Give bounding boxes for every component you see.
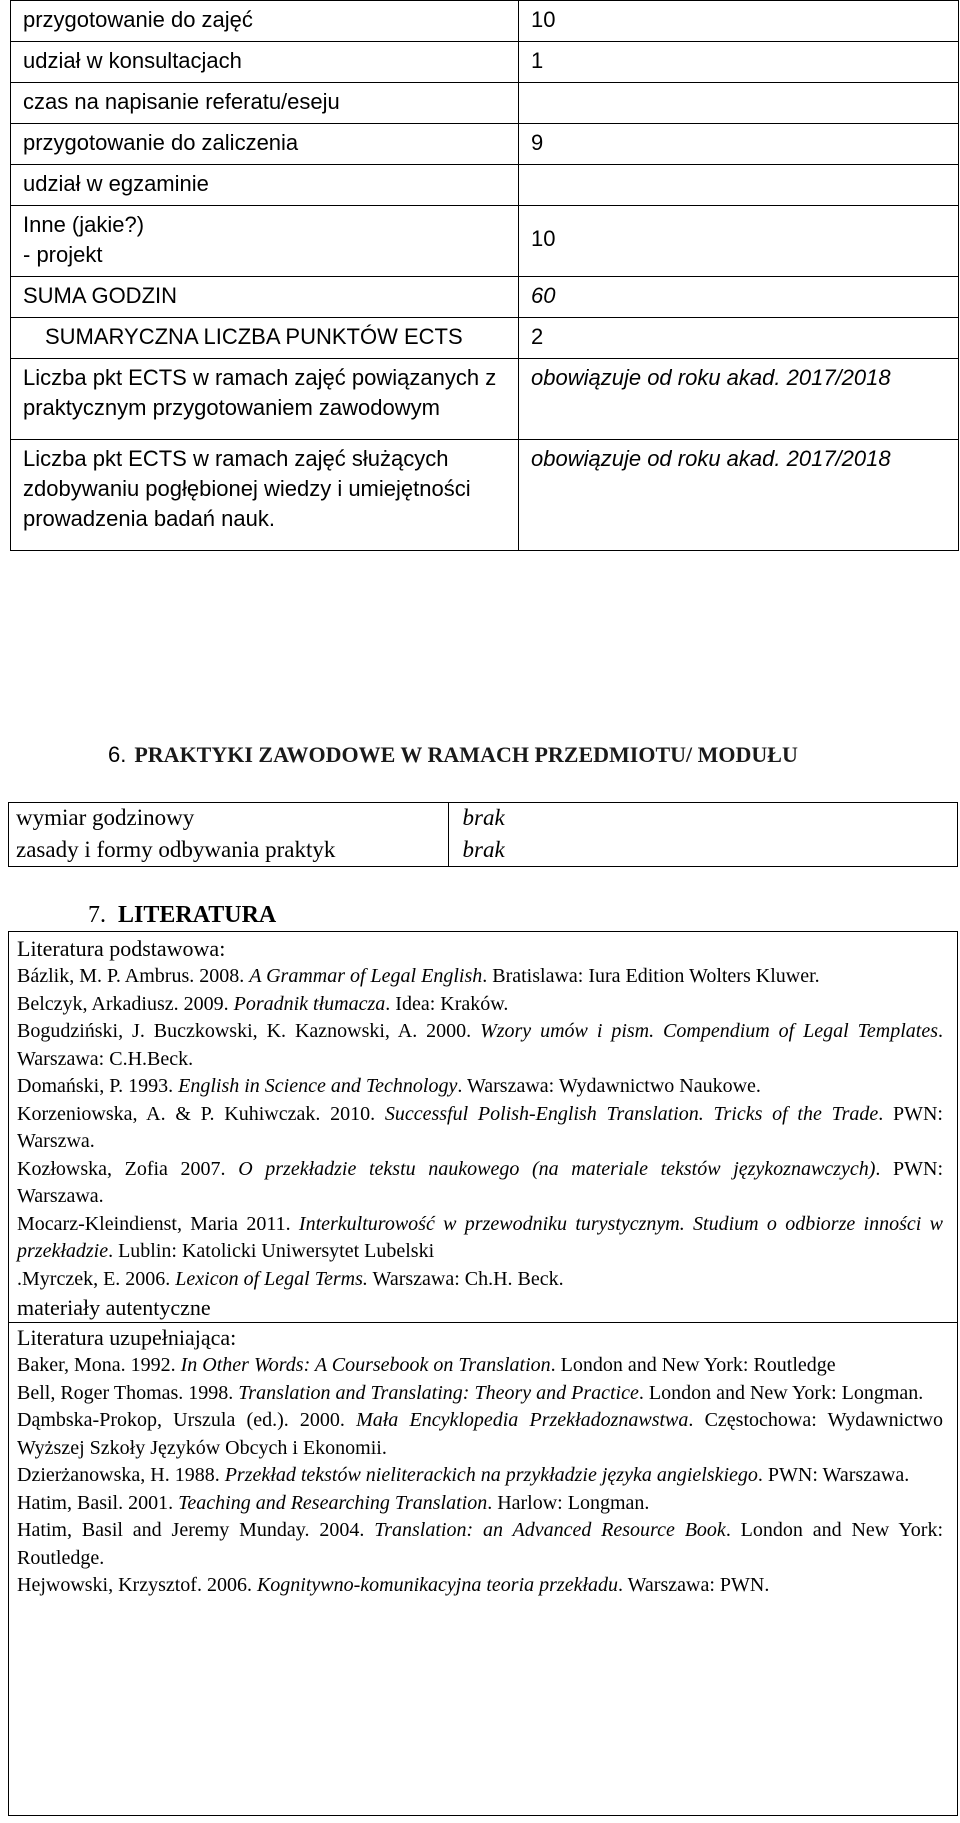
practice-table <box>8 802 958 866</box>
entry-author-year: Dzierżanowska, H. 1988. <box>17 1464 225 1486</box>
entry-publisher: . Częstochowa: Wydawnictwo Wyższej Szkoły Języków Obcych i Ekonomii. <box>17 1409 943 1459</box>
practice-value: brak <box>462 837 505 862</box>
entry-publisher: . Lublin: Katolicki Uniwersytet Lubelski <box>108 1240 435 1262</box>
bibliography-entry <box>17 1352 943 1380</box>
supplementary-literature-list <box>17 1352 943 1600</box>
workload-label: Inne (jakie?) - projekt <box>11 206 519 277</box>
bibliography-entry <box>17 1407 943 1462</box>
entry-title: Lexicon of Legal Terms. <box>175 1267 368 1290</box>
entry-author-year: Bogudziński, J. Buczkowski, K. Kaznowski, A. 2000. <box>17 1020 481 1042</box>
bibliography-entry <box>17 1211 943 1266</box>
workload-row <box>11 42 959 83</box>
workload-label: przygotowanie do zaliczenia <box>11 124 519 165</box>
practice-row <box>8 834 958 866</box>
bibliography-entry <box>17 1156 943 1211</box>
basic-literature-list <box>17 963 943 1293</box>
section-number: 6. <box>108 742 127 767</box>
workload-value: 10 <box>519 206 959 277</box>
entry-title: English in Science and Technology <box>178 1075 458 1097</box>
entry-title: Translation: an Advanced Resource Book <box>374 1519 726 1541</box>
entry-title: Translation and Translating: Theory and Practice <box>238 1381 639 1404</box>
entry-author-year: Dąmbska-Prokop, Urszula (ed.). 2000. <box>17 1409 357 1431</box>
entry-author-year: Hejwowski, Krzysztof. 2006. <box>17 1574 257 1596</box>
bibliography-entry <box>17 991 943 1019</box>
bibliography-entry <box>17 1462 943 1490</box>
workload-row <box>11 1 959 42</box>
entry-publisher: . PWN: Warszawa. <box>757 1464 910 1486</box>
workload-value: obowiązuje od roku akad. 2017/2018 <box>519 440 959 551</box>
entry-publisher: . London and New York: Longman. <box>638 1381 924 1404</box>
workload-row <box>11 440 959 551</box>
workload-row <box>11 83 959 124</box>
entry-title: Successful Polish-English Translation. Tricks of the Trade <box>384 1102 879 1125</box>
workload-label: udział w konsultacjach <box>11 42 519 83</box>
entry-publisher: . London and New York: Routledge. <box>17 1519 943 1569</box>
entry-publisher: . London and New York: Routledge <box>550 1354 836 1376</box>
entry-author-year: .Myrczek, E. 2006. <box>17 1267 176 1290</box>
entry-author-year: Korzeniowska, A. & P. Kuhiwczak. 2010. <box>17 1102 385 1125</box>
total-hours-value: 60 <box>519 277 959 318</box>
entry-title: Kognitywno-komunikacyjna teoria przekładu <box>256 1574 619 1596</box>
entry-title: Wzory umów i pism. Compendium of Legal Templates <box>480 1020 938 1042</box>
workload-row <box>11 206 959 277</box>
workload-row <box>11 124 959 165</box>
practice-row <box>8 802 958 834</box>
entry-author-year: Domański, P. 1993. <box>17 1075 179 1097</box>
workload-label: udział w egzaminie <box>11 165 519 206</box>
entry-author-year: Mocarz-Kleindienst, Maria 2011. <box>17 1212 299 1235</box>
workload-label: Liczba pkt ECTS w ramach zajęć powiązanych z praktycznym przygotowaniem zawodowym <box>11 359 519 440</box>
bibliography-entry <box>17 963 943 991</box>
entry-author-year: Kozłowska, Zofia 2007. <box>17 1157 239 1180</box>
entry-title: O przekładzie tekstu naukowego (na materiale tekstów językoznawczych) <box>238 1157 876 1180</box>
workload-row <box>11 359 959 440</box>
entry-title: Teaching and Researching Translation <box>178 1491 488 1514</box>
bibliography-entry <box>17 1490 943 1518</box>
entry-author-year: Hatim, Basil. 2001. <box>17 1491 179 1514</box>
ects-total-label: SUMARYCZNA LICZBA PUNKTÓW ECTS <box>11 318 519 359</box>
entry-author-year: Bell, Roger Thomas. 1998. <box>17 1381 239 1404</box>
section-6-heading <box>108 742 928 768</box>
practice-value: brak <box>462 805 505 830</box>
entry-publisher: . Idea: Kraków. <box>385 992 509 1015</box>
section-title: PRAKTYKI ZAWODOWE W RAMACH PRZEDMIOTU/ MODUŁU <box>134 742 798 767</box>
entry-title: A Grammar of Legal English <box>249 965 483 987</box>
bibliography-entry <box>17 1380 943 1408</box>
bibliography-entry <box>17 1572 943 1600</box>
ects-total-value: 2 <box>519 318 959 359</box>
entry-publisher: . PWN: Warszawa. <box>17 1157 944 1207</box>
literature-box <box>8 931 958 1816</box>
workload-row <box>11 165 959 206</box>
entry-publisher: . PWN: Warszwa. <box>17 1102 943 1152</box>
entry-publisher: . Bratislawa: Iura Edition Wolters Kluwer. <box>482 965 820 987</box>
workload-label: czas na napisanie referatu/eseju <box>11 83 519 124</box>
basic-literature-note: materiały autentyczne <box>17 1295 211 1320</box>
entry-title: In Other Words: A Coursebook on Translation <box>180 1354 551 1376</box>
bibliography-entry <box>17 1517 943 1572</box>
entry-author-year: Belczyk, Arkadiusz. 2009. <box>17 992 234 1015</box>
workload-label: przygotowanie do zajęć <box>11 1 519 42</box>
workload-value: obowiązuje od roku akad. 2017/2018 <box>519 359 959 440</box>
entry-title: Przekład tekstów nieliterackich na przykładzie języka angielskiego <box>224 1464 758 1486</box>
workload-value: 9 <box>519 124 959 165</box>
section-7-heading <box>88 902 276 929</box>
entry-author-year: Hatim, Basil and Jeremy Munday. 2004. <box>17 1519 375 1541</box>
entry-title: Poradnik tłumacza <box>233 992 386 1015</box>
section-number: 7. <box>88 902 106 928</box>
entry-author-year: Bázlik, M. P. Ambrus. 2008. <box>17 965 250 987</box>
entry-author-year: Baker, Mona. 1992. <box>17 1354 181 1376</box>
workload-row <box>11 277 959 318</box>
entry-title: Interkulturowość w przewodniku turystycznym. Studium o odbiorze inności w przekładzie <box>17 1212 943 1262</box>
bibliography-entry <box>17 1101 943 1156</box>
workload-value: 1 <box>519 42 959 83</box>
entry-publisher: . Warszawa: C.H.Beck. <box>17 1020 943 1070</box>
workload-value <box>519 83 959 124</box>
total-hours-label: SUMA GODZIN <box>11 277 519 318</box>
workload-value: 10 <box>519 1 959 42</box>
bibliography-entry <box>17 1018 943 1073</box>
workload-table <box>10 0 959 551</box>
bibliography-entry <box>17 1073 943 1101</box>
section-title: LITERATURA <box>118 902 277 928</box>
practice-label: zasady i formy odbywania praktyk <box>8 834 448 866</box>
entry-publisher: . Harlow: Longman. <box>487 1491 650 1514</box>
basic-literature-heading: Literatura podstawowa: <box>17 936 226 961</box>
entry-publisher: Warszawa: Ch.H. Beck. <box>367 1267 564 1290</box>
workload-label: Liczba pkt ECTS w ramach zajęć służących zdobywaniu pogłębionej wiedzy i umiejętności prowadzenia badań nauk. <box>11 440 519 551</box>
entry-publisher: . Warszawa: Wydawnictwo Naukowe. <box>457 1075 761 1097</box>
supplementary-literature-heading: Literatura uzupełniająca: <box>17 1325 237 1350</box>
entry-publisher: . Warszawa: PWN. <box>618 1574 770 1596</box>
workload-row <box>11 318 959 359</box>
bibliography-entry <box>17 1266 943 1294</box>
workload-value <box>519 165 959 206</box>
entry-title: Mała Encyklopedia Przekładoznawstwa <box>356 1409 689 1431</box>
practice-label: wymiar godzinowy <box>8 802 448 834</box>
